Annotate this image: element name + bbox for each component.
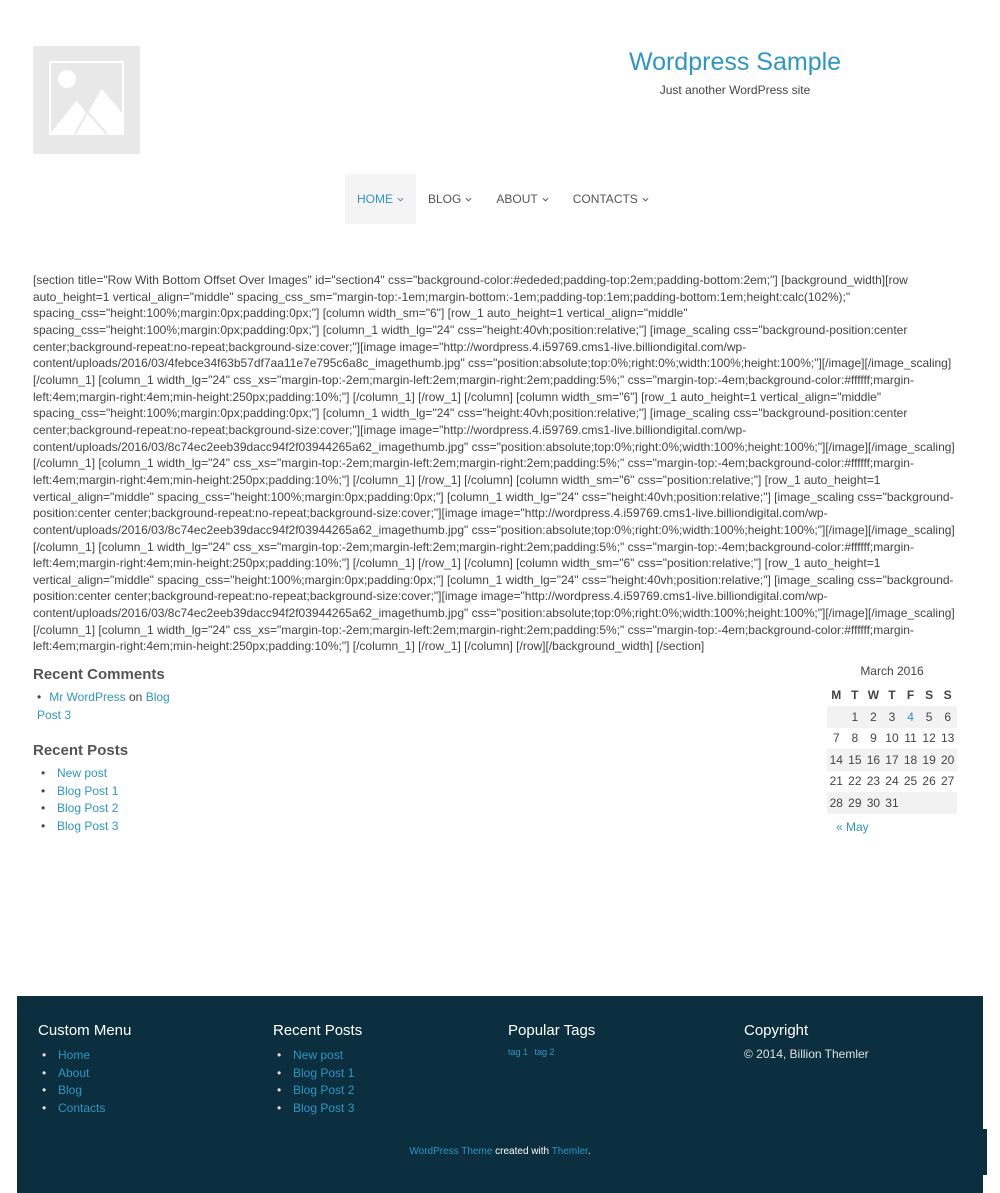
list-item: [58, 1082, 131, 1100]
footer-menu-list: [38, 1047, 131, 1117]
recent-comments-title: Recent Comments: [33, 666, 165, 683]
recent-posts-list: [57, 765, 118, 835]
calendar-week-row: [827, 771, 957, 793]
list-item: [58, 1065, 131, 1083]
bullet-icon: •: [37, 690, 42, 704]
calendar-day: 2: [864, 706, 883, 728]
weekday-header: M: [831, 688, 842, 702]
calendar-day: 8: [851, 731, 859, 746]
list-item: [57, 818, 118, 836]
calendar-day: [938, 792, 957, 814]
chevron-down-icon: [542, 196, 549, 203]
calendar-day: 27: [941, 774, 955, 789]
nav-item-about[interactable]: [484, 174, 560, 224]
recent-post-link[interactable]: Blog Post 2: [57, 801, 119, 815]
list-item: [57, 783, 118, 801]
footer-copyright-title: Copyright: [744, 1022, 809, 1039]
calendar-day: 10: [885, 731, 899, 746]
recent-post-link[interactable]: Blog Post 1: [57, 783, 119, 798]
calendar-day: 3: [883, 706, 902, 728]
calendar-day: 29: [846, 792, 865, 814]
footer-recent-posts-list: [273, 1047, 362, 1117]
list-item: [58, 1100, 131, 1118]
chevron-down-icon: [397, 196, 404, 203]
recent-comment-item: [37, 689, 187, 724]
calendar-day: [901, 792, 920, 814]
credit-end-text: .: [587, 1146, 591, 1157]
tag-link[interactable]: tag 2: [534, 1047, 555, 1057]
comment-on-text: on: [129, 690, 143, 704]
footer-menu-blog-link[interactable]: Blog: [58, 1083, 83, 1097]
list-item: [293, 1047, 362, 1065]
copyright-text: © 2014, Billion Themler: [744, 1047, 869, 1061]
footer-recent-post-link[interactable]: Blog Post 3: [293, 1100, 355, 1115]
themler-link[interactable]: Themler: [551, 1146, 588, 1157]
calendar-day: 23: [866, 774, 881, 789]
weekday-header: T: [888, 688, 896, 702]
nav-label: BLOG: [428, 192, 462, 206]
main-nav: [345, 174, 661, 224]
list-item: [293, 1065, 362, 1083]
calendar-day: 7: [832, 731, 840, 746]
calendar-day: 13: [941, 731, 955, 746]
footer-custom-menu-title: Custom Menu: [38, 1022, 132, 1039]
nav-item-blog[interactable]: [416, 174, 484, 224]
footer-custom-menu: [38, 1022, 131, 1117]
calendar-day: 9: [870, 731, 877, 746]
calendar-day: 22: [848, 774, 862, 789]
footer-recent-post-link[interactable]: Blog Post 2: [293, 1083, 355, 1097]
site-logo[interactable]: [33, 46, 140, 154]
site-title[interactable]: Wordpress Sample: [628, 48, 842, 76]
calendar-day: 20: [938, 749, 957, 771]
comment-author-link[interactable]: Mr WordPress: [49, 690, 126, 704]
chevron-down-icon: [642, 196, 649, 203]
calendar-day: [827, 706, 846, 728]
calendar-day: 15: [846, 749, 865, 771]
calendar-caption: March 2016: [860, 664, 924, 678]
calendar-week-row: [827, 749, 957, 771]
recent-posts-title: Recent Posts: [33, 742, 129, 759]
weekday-header: F: [906, 688, 915, 702]
image-placeholder-icon: [33, 46, 140, 154]
weekday-header: S: [943, 688, 952, 702]
tag-link[interactable]: tag 1: [508, 1047, 529, 1057]
list-item: [58, 1047, 131, 1065]
list-item: [293, 1100, 362, 1118]
recent-post-link[interactable]: New post: [57, 766, 108, 780]
credit-middle-text: created with: [492, 1146, 552, 1157]
calendar-day: 28: [827, 792, 846, 814]
calendar-day: 31: [883, 792, 902, 814]
comment-post-link[interactable]: Blog Post 3: [37, 690, 170, 722]
footer-recent-post-link[interactable]: Blog Post 1: [293, 1065, 355, 1080]
list-item: [57, 800, 118, 818]
calendar-day: 18: [901, 749, 920, 771]
weekday-header: T: [851, 688, 859, 702]
footer-popular-tags: [508, 1022, 595, 1057]
site-footer: [17, 996, 983, 1193]
footer-recent-post-link[interactable]: New post: [293, 1048, 344, 1062]
calendar-day: 12: [922, 731, 936, 746]
calendar-table: [827, 684, 957, 814]
weekday-header: S: [925, 688, 934, 702]
calendar-day: 17: [883, 749, 902, 771]
chevron-down-icon: [465, 196, 472, 203]
calendar-day: 1: [846, 706, 865, 728]
calendar-week-row: [827, 706, 957, 728]
calendar-day: 5: [920, 706, 939, 728]
calendar-day: [920, 792, 939, 814]
footer-menu-home-link[interactable]: Home: [58, 1048, 91, 1062]
footer-edge-block: [983, 1129, 987, 1175]
weekday-header: W: [867, 688, 880, 702]
calendar-week-row: [827, 792, 957, 814]
site-tagline: Just another WordPress site: [659, 83, 811, 97]
tag-cloud: [508, 1047, 595, 1057]
calendar-prev-month-link[interactable]: « May: [836, 819, 869, 834]
list-item: [293, 1082, 362, 1100]
calendar-day: 6: [938, 706, 957, 728]
calendar-day: 30: [864, 792, 883, 814]
nav-item-home[interactable]: [345, 174, 416, 224]
calendar-day: 25: [903, 774, 918, 789]
nav-label: HOME: [357, 192, 393, 206]
calendar-day: 26: [922, 774, 936, 789]
footer-recent-posts: [273, 1022, 362, 1117]
calendar-day: 16: [864, 749, 883, 771]
nav-label: CONTACTS: [572, 192, 638, 206]
footer-copyright: [744, 1022, 869, 1061]
footer-menu-contacts-link[interactable]: Contacts: [58, 1100, 106, 1115]
list-item: [57, 765, 118, 783]
calendar-day-link[interactable]: 4: [901, 706, 920, 728]
calendar-day: 14: [827, 749, 846, 771]
footer-credit: [17, 1146, 983, 1157]
calendar-widget: [827, 664, 957, 834]
footer-recent-posts-title: Recent Posts: [273, 1022, 363, 1039]
wordpress-theme-link[interactable]: WordPress Theme: [409, 1146, 493, 1157]
nav-item-contacts[interactable]: [561, 174, 661, 224]
calendar-day: 19: [920, 749, 939, 771]
post-content-shortcode: [section title="Row With Bottom Offset Over Images" id="section4" css="background-color:#ededed;padding-top:2em;padding-bottom:2em;"] [background_width][row auto_height=1 vertical_align="middle" spacing_css_sm="margin-top:-1em;margin-bottom:-1em;padding-top:1em;padding-bottom:1em;height:calc(102%);" spacing_css="height:100%;margin:0px;padding:0px;"] [column width_sm="6"] [row_1 auto_height=1 vertical_align="middle" spacing_css="height:100%;margin:0px;padding:0px;"] [column_1 width_lg="24" css="height:40vh;position:relative;"] [image_scaling css="background-position:center center;background-repeat:no-repeat;background-size:cover;"][image image="http://wordpress.4.i59769.cms1-live.billiondigital.com/wp-content/uploads/2016/03/4febce34f63b57df7aa11e7e795c6a8c_imagethumb.jpg" css="position:absolute;top:0%;right:0%;width:100%;height:100%;"][/image][/image_scaling] [/column_1] [column_1 width_lg="24" css_xs="margin-top:-2em;margin-left:2em;margin-right:2em;padding:5%;" css="margin-top:-4em;background-color:#ffffff;margin-left:4em;margin-right:4em;min-height:250px;padding:10%;"] [/column_1] [/row_1] [/column] [column width_sm="6"] [row_1 auto_height=1 vertical_align="middle" spacing_css="height:100%;margin:0px;padding:0px;"] [column_1 width_lg="24" css="height:40vh;position:relative;"] [image_scaling css="background-position:center center;background-repeat:no-repeat;background-size:cover;"][image image="http://wordpress.4.i59769.cms1-live.billiondigital.com/wp-content/uploads/2016/03/8c74ec2eeb39dacc94f2f03944265a62_imagethumb.jpg" css="position:absolute;top:0%;right:0%;width:100%;height:100%;"][/image][/image_scaling] [/column_1] [column_1 width_lg="24" css_xs="margin-top:-2em;margin-left:2em;margin-right:2em;padding:5%;" css="margin-top:-4em;background-color:#ffffff;margin-left:4em;margin-right:4em;min-height:250px;padding:10%;"] [/column_1] [/row_1] [/column] [column width_sm="6" css="position:relative;"] [row_1 auto_height=1 vertical_align="middle" spacing_css="height:100%;margin:0px;padding:0px;"] [column_1 width_lg="24" css="height:40vh;position:relative;"] [image_scaling css="background-position:center center;background-repeat:no-repeat;background-size:cover;"][image image="http://wordpress.4.i59769.cms1-live.billiondigital.com/wp-content/uploads/2016/03/8c74ec2eeb39dacc94f2f03944265a62_imagethumb.jpg" css="position:absolute;top:0%;right:0%;width:100%;height:100%;"][/image][/image_scaling] [/column_1] [column_1 width_lg="24" css_xs="margin-top:-2em;margin-left:2em;margin-right:2em;padding:5%;" css="margin-top:-4em;background-color:#ffffff;margin-left:4em;margin-right:4em;min-height:250px;padding:10%;"] [/column_1] [/row_1] [/column] [column width_sm="6" css="position:relative;"] [row_1 auto_height=1 vertical_align="middle" spacing_css="height:100%;margin:0px;padding:0px;"] [column_1 width_lg="24" css="height:40vh;position:relative;"] [image_scaling css="background-position:center center;background-repeat:no-repeat;background-size:cover;"][image image="http://wordpress.4.i59769.cms1-live.billiondigital.com/wp-content/uploads/2016/03/8c74ec2eeb39dacc94f2f03944265a62_imagethumb.jpg" css="position:absolute;top:0%;right:0%;width:100%;height:100%;"][/image][/image_scaling] [/column_1] [column_1 width_lg="24" css_xs="margin-top:-2em;margin-left:2em;margin-right:2em;padding:5%;" css="margin-top:-4em;background-color:#ffffff;margin-left:4em;margin-right:4em;min-height:250px;padding:10%;"] [/column_1] [/row_1] [/column] [/row][/background_width] [/section]: [33, 273, 955, 654]
recent-post-link[interactable]: Blog Post 3: [57, 818, 119, 833]
footer-menu-about-link[interactable]: About: [58, 1065, 90, 1080]
calendar-day: 24: [885, 774, 899, 789]
nav-label: ABOUT: [496, 192, 538, 206]
calendar-week-row: [827, 728, 957, 750]
calendar-day: 11: [904, 731, 917, 746]
footer-popular-tags-title: Popular Tags: [508, 1022, 596, 1039]
calendar-day: 21: [829, 774, 843, 789]
